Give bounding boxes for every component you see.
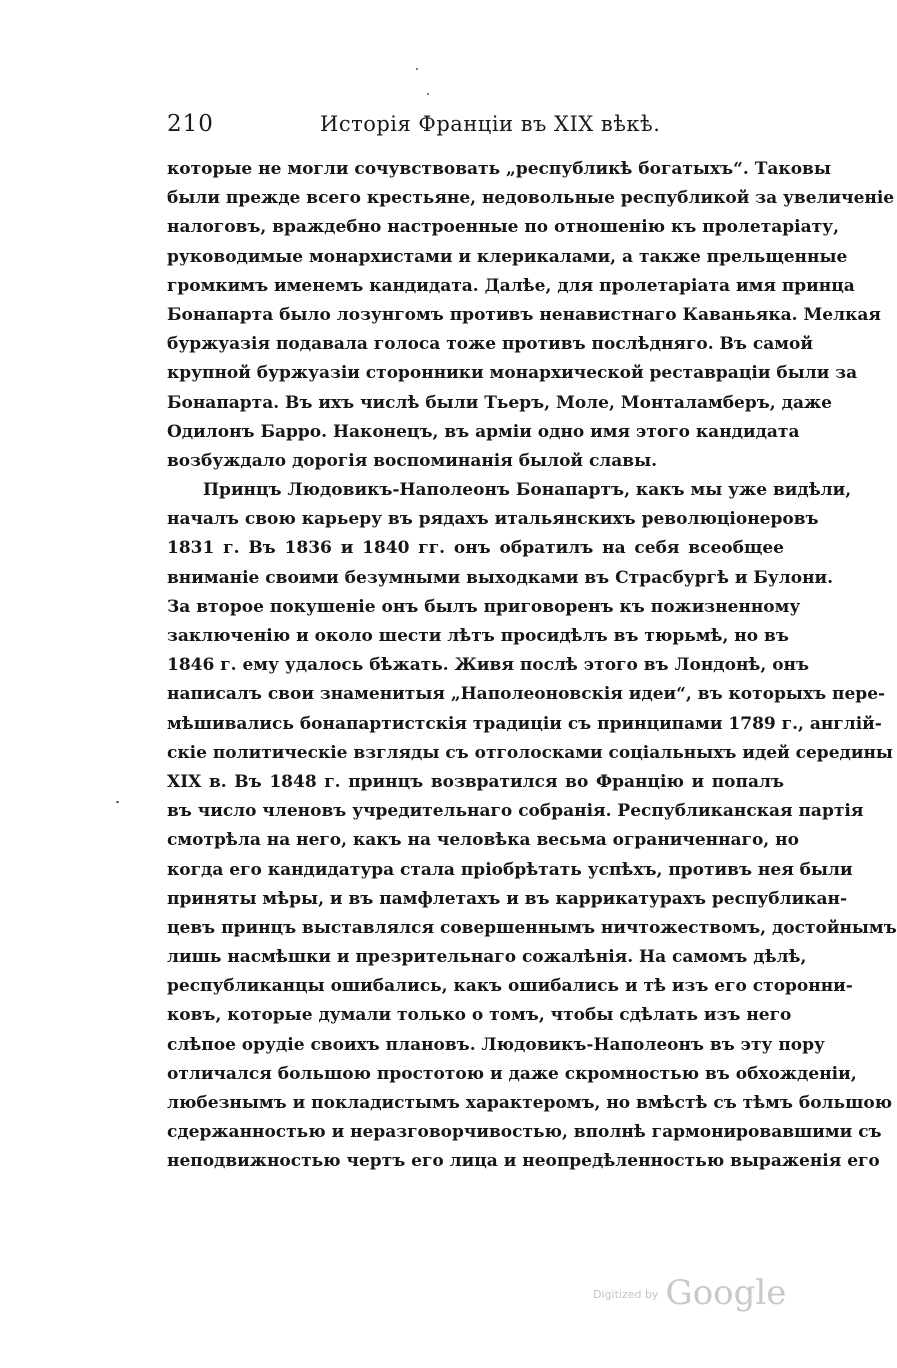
body-text bbox=[167, 155, 897, 1177]
text-line: республиканцы ошибались, какъ ошибались и тѣ изъ его сторонни- bbox=[167, 976, 853, 997]
text-line: которые не могли сочувствовать „республикѣ богатыхъ“. Таковы bbox=[167, 159, 831, 179]
text-line: Одилонъ Барро. Наконецъ, въ арміи одно имя этого кандидата bbox=[167, 421, 800, 442]
text-line: За второе покушеніе онъ былъ приговоренъ къ пожизненному bbox=[167, 596, 801, 617]
text-line: приняты мѣры, и въ памфлетахъ и въ каррикатурахъ республикан- bbox=[167, 888, 847, 909]
text-line: вниманіе своими безумными выходками въ Страсбургѣ и Булони. bbox=[167, 567, 834, 588]
text-line: Бонапарта было лозунгомъ противъ ненавистнаго Каваньяка. Мелкая bbox=[167, 304, 881, 325]
text-line: написалъ свои знаменитыя „Наполеоновскія идеи“, въ которыхъ пере- bbox=[167, 684, 886, 705]
text-line: сдержанностью и неразговорчивостью, вполнѣ гармонировавшими съ bbox=[167, 1122, 882, 1143]
text-line: руководимые монархистами и клерикалами, а также прельщенные bbox=[167, 246, 848, 267]
text-line: лишь насмѣшки и презрительнаго сожалѣнія. На самомъ дѣлѣ, bbox=[167, 947, 807, 968]
text-line: мѣшивались бонапартистскія традиціи съ принципами 1789 г., англій- bbox=[167, 713, 882, 734]
text-line: любезнымъ и покладистымъ характеромъ, но вмѣстѣ съ тѣмъ большою bbox=[167, 1093, 893, 1113]
page-number: 210 bbox=[167, 111, 214, 137]
text-line: неподвижностью чертъ его лица и неопредѣленностью выраженія его bbox=[167, 1151, 880, 1172]
text-line: были прежде всего крестьяне, недовольные республикой за увеличеніе bbox=[167, 188, 895, 209]
paragraph bbox=[167, 155, 895, 476]
text-line: громкимъ именемъ кандидата. Далѣе, для пролетаріата имя принца bbox=[167, 275, 855, 296]
text-line: налоговъ, враждебно настроенные по отношенію къ пролетаріату, bbox=[167, 217, 839, 238]
text-line: ковъ, которые думали только о томъ, чтобы сдѣлать изъ него bbox=[167, 1005, 792, 1026]
google-logo: Google bbox=[665, 1273, 787, 1313]
text-line: въ число членовъ учредительнаго собранія. Республиканская партія bbox=[167, 801, 864, 822]
text-line: возбуждало дорогія воспоминанія былой славы. bbox=[167, 450, 658, 471]
text-line: цевъ принцъ выставлялся совершеннымъ ничтожествомъ, достойнымъ bbox=[167, 917, 897, 938]
text-line: Принцъ Людовикъ-Наполеонъ Бонапартъ, какъ мы уже видѣли, bbox=[203, 480, 852, 501]
text-line: 1831 г. Въ 1836 и 1840 гг. онъ обратилъ на себя всеобщее bbox=[167, 538, 784, 559]
text-line: 1846 г. ему удалось бѣжать. Живя послѣ этого въ Лондонѣ, онъ bbox=[167, 655, 810, 676]
text-line: скіе политическіе взгляды съ отголосками соціальныхъ идей середины bbox=[167, 742, 893, 763]
text-line: слѣпое орудіе своихъ плановъ. Людовикъ-Наполеонъ въ эту пору bbox=[167, 1034, 825, 1055]
scan-speck bbox=[427, 93, 429, 95]
scan-speck bbox=[416, 68, 418, 70]
page-header bbox=[167, 108, 784, 140]
watermark-prefix: Digitized by bbox=[593, 1288, 659, 1301]
running-title: Исторія Франціи въ XIX вѣкѣ. bbox=[320, 112, 661, 136]
text-line: когда его кандидатура стала пріобрѣтать успѣхъ, противъ нея были bbox=[167, 859, 853, 880]
text-line: отличался большою простотою и даже скромностью въ обхожденіи, bbox=[167, 1063, 857, 1084]
digitized-by-google-watermark bbox=[593, 1273, 786, 1317]
text-line: началъ свою карьеру въ рядахъ итальянскихъ революціонеровъ bbox=[167, 509, 819, 530]
text-line: Бонапарта. Въ ихъ числѣ были Тьеръ, Моле, Монталамберъ, даже bbox=[167, 392, 832, 413]
paragraph bbox=[167, 476, 897, 1177]
text-line: смотрѣла на него, какъ на человѣка весьма ограниченнаго, но bbox=[167, 830, 799, 851]
scan-speck bbox=[116, 801, 119, 803]
text-line: буржуазія подавала голоса тоже противъ послѣдняго. Въ самой bbox=[167, 334, 813, 355]
text-line: XIX в. Въ 1848 г. принцъ возвратился во Францію и попалъ bbox=[167, 771, 784, 792]
text-line: крупной буржуазіи сторонники монархической реставраціи были за bbox=[167, 363, 858, 384]
text-line: заключенію и около шести лѣтъ просидѣлъ въ тюрьмѣ, но въ bbox=[167, 626, 789, 646]
